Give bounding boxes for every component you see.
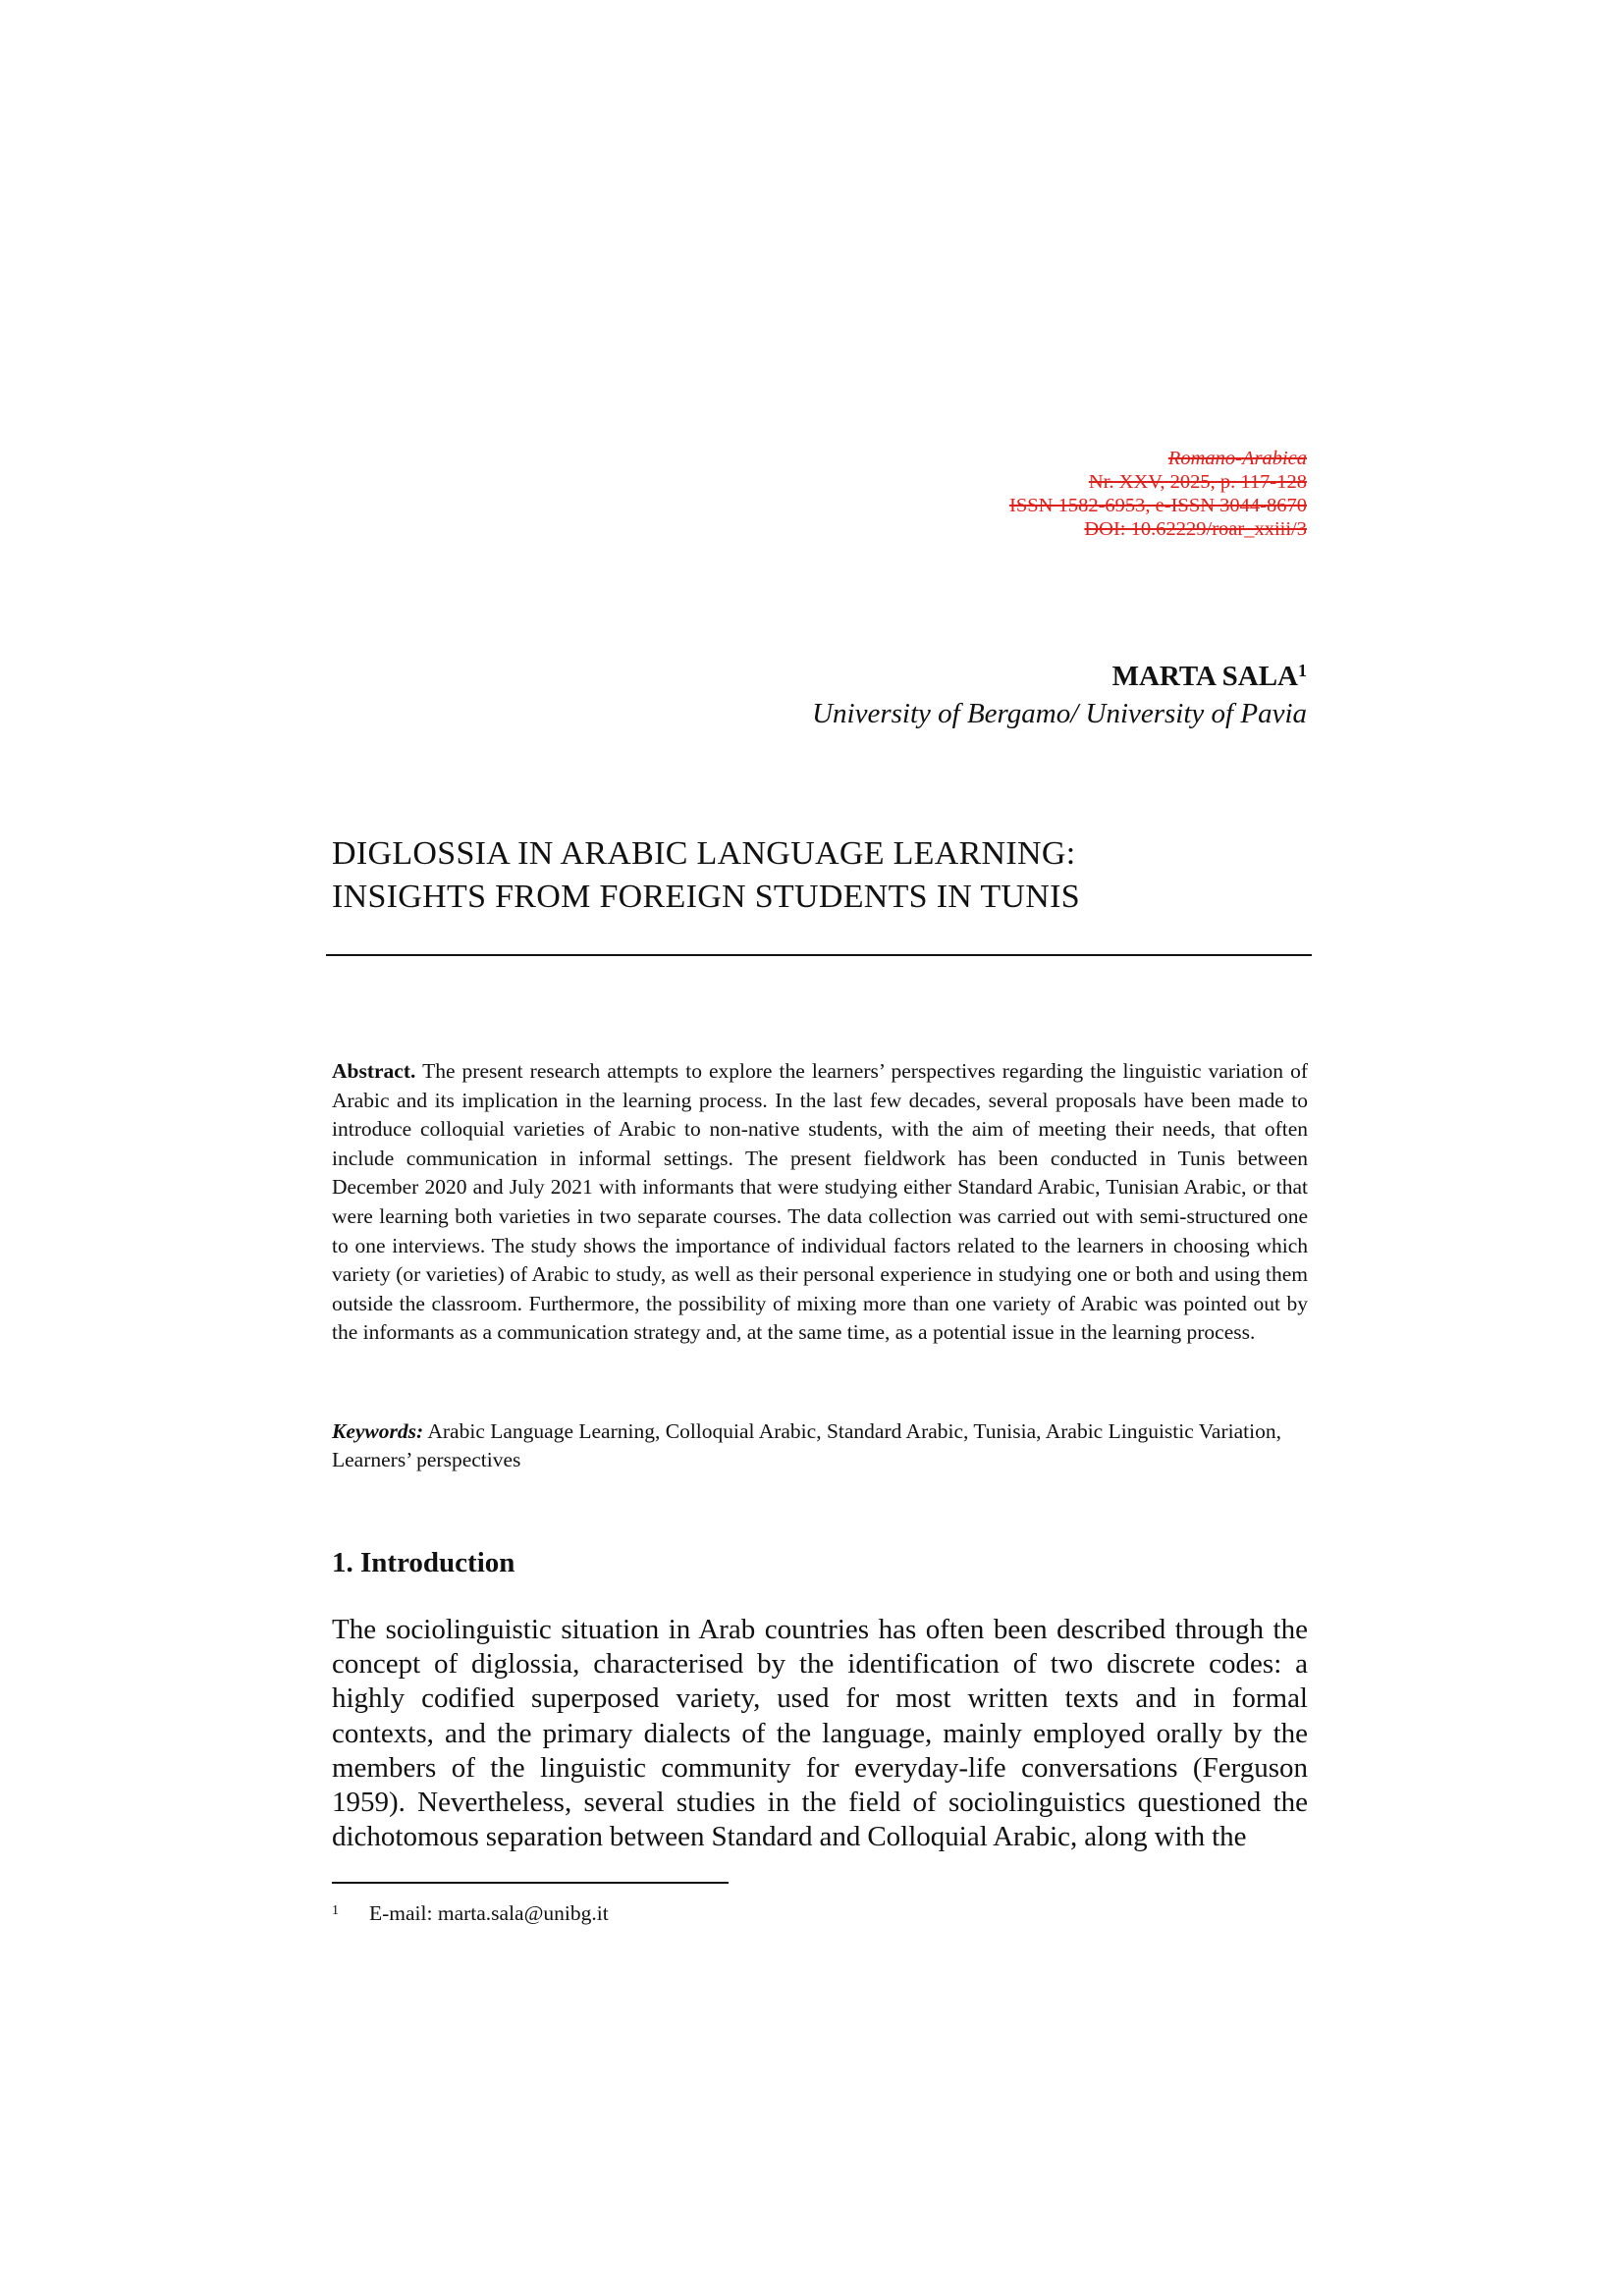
keywords-text: Arabic Language Learning, Colloquial Arabic, Standard Arabic, Tunisia, Arabic Linguistic Variation, Learners’ perspectives xyxy=(332,1419,1281,1471)
abstract xyxy=(332,1057,1308,1348)
journal-issn: ISSN 1582-6953, e-ISSN 3044-8670 xyxy=(1009,495,1307,516)
paper-title-line-2: INSIGHTS FROM FOREIGN STUDENTS IN TUNIS xyxy=(332,879,1080,915)
author-footnote-mark: 1 xyxy=(1298,661,1307,680)
journal-issue: Nr. XXV, 2025, p. 117-128 xyxy=(1088,471,1307,493)
footnote-mark: 1 xyxy=(332,1903,339,1918)
author-block xyxy=(812,654,1307,730)
author-name-line xyxy=(812,654,1307,693)
journal-info xyxy=(1009,447,1307,541)
paper-title-line-1: DIGLOSSIA IN ARABIC LANGUAGE LEARNING: xyxy=(332,835,1076,872)
journal-doi: DOI: 10.62229/roar_xxiii/3 xyxy=(1084,518,1307,540)
keywords-label: Keywords: xyxy=(332,1419,424,1443)
title-divider xyxy=(326,954,1312,956)
footnote-divider xyxy=(332,1882,729,1884)
paper-title xyxy=(332,832,1314,919)
footnote xyxy=(332,1898,609,1926)
keywords xyxy=(332,1417,1308,1474)
introduction-paragraph: The sociolinguistic situation in Arab countries has often been described through the concept of diglossia, characterised by the identification of two discrete codes: a highly codified superposed variety, used for most written texts and in formal contexts, and the primary dialects of the language, mainly employed orally by the members of the linguistic community for everyday-life conversations (Ferguson 1959). Nevertheless, several studies in the field of sociolinguistics questioned the dichotomous separation between Standard and Colloquial Arabic, along with the xyxy=(332,1614,1308,1853)
abstract-text: The present research attempts to explore the learners’ perspectives regarding the linguistic variation of Arabic and its implication in the learning process. In the last few decades, several proposals have been made to introduce colloquial varieties of Arabic to non-native students, with the aim of meeting their needs, that often include communication in informal settings. The present fieldwork has been conducted in Tunis between December 2020 and July 2021 with informants that were studying either Standard Arabic, Tunisian Arabic, or that were learning both varieties in two separate courses. The data collection was carried out with semi-structured one to one interviews. The study shows the importance of individual factors related to the learners in choosing which variety (or varieties) of Arabic to study, as well as their personal experience in studying one or both and using them outside the classroom. Furthermore, the possibility of mixing more than one variety of Arabic was pointed out by the informants as a communication strategy and, at the same time, as a potential issue in the learning process. xyxy=(332,1059,1308,1345)
author-name: MARTA SALA xyxy=(1111,661,1298,692)
abstract-label: Abstract. xyxy=(332,1059,416,1083)
section-heading-introduction: 1. Introduction xyxy=(332,1547,515,1578)
author-affiliation: University of Bergamo/ University of Pavia xyxy=(812,698,1307,729)
footnote-text: E-mail: marta.sala@unibg.it xyxy=(369,1901,609,1925)
journal-name: Romano-Arabica xyxy=(1167,448,1307,469)
